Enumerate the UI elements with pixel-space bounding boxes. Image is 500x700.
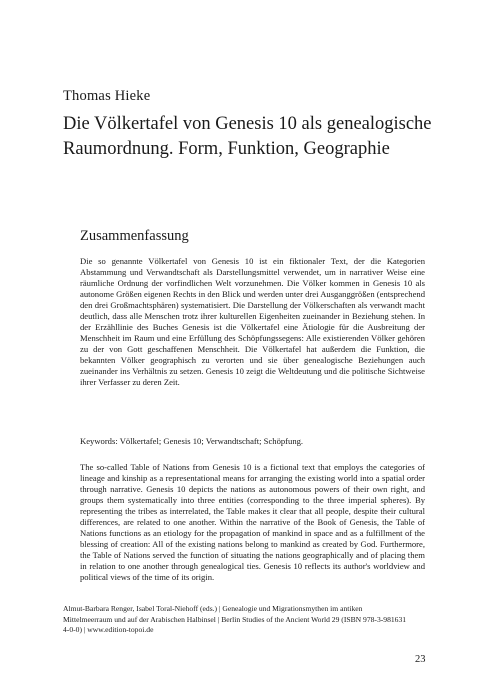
citation-footer: Almut-Barbara Renger, Isabel Toral-Niehoff (eds.) | Genealogie und Migrationsmythen im antiken Mittelmeerraum und auf der Arabischen Halbinsel | Berlin Studies of the Ancient World 29 (ISBN 978-3-981631 4-0-0) | www.edition-topoi.de xyxy=(63,604,407,634)
abstract-english: The so-called Table of Nations from Genesis 10 is a fictional text that employs the categories of lineage and kinship as a representational means for arranging the existing world into a spatial order through narrative. Genesis 10 depicts the nations as autonomous powers of their own right, and groups them systematically into three entities (corresponding to the three imperial spheres). By representing the tribes as interrelated, the Table makes it clear that all people, despite their cultural differences, are related to one another. Within the narrative of the Book of Genesis, the Table of Nations functions as an etiology for the propagation of mankind in space and as a fulfillment of the blessing of creation: All of the existing nations belong to mankind as created by God. Furthermore, the Table of Nations served the function of situating the nations geographically and of placing them in relation to one another through genealogical ties. Genesis 10 reflects its author's worldview and political views of the time of its origin. xyxy=(80,462,425,582)
page-number: 23 xyxy=(415,654,426,665)
article-title: Die Völkertafel von Genesis 10 als genealogische Raumordnung. Form, Funktion, Geographie xyxy=(63,114,432,159)
abstract-heading: Zusammenfassung xyxy=(80,228,189,244)
author-name: Thomas Hieke xyxy=(63,88,151,104)
keywords: Keywords: Völkertafel; Genesis 10; Verwandtschaft; Schöpfung. xyxy=(80,436,304,446)
abstract-german: Die so genannte Völkertafel von Genesis 10 ist ein fiktionaler Text, der die Kategorien Abstammung und Verwandtschaft als Darstellungsmittel verwendet, um in narrativer Weise eine räumliche Ordnung der vorfindlichen Welt vorzunehmen. Die Völker kommen in Genesis 10 als autonome Größen eigenen Rechts in den Blick und werden unter drei Ausganggrößen (entsprechend den drei Großmachtsphären) systematisiert. Die Darstellung der Völkerschaften als verwandt macht deutlich, dass alle Menschen trotz ihrer kulturellen Eigenheiten zueinander in Beziehung stehen. In der Erzähllinie des Buches Genesis ist die Völkertafel eine Ätiologie für die Ausbreitung der Menschheit im Raum und eine Erfüllung des Schöpfungssegens: Alle existierenden Völker gehören zu der von Gott geschaffenen Menschheit. Die Völkertafel hat außerdem die Funktion, die bekannten Völker geographisch zu verorten und sie über genealogische Beziehungen auch zueinander ins Verhältnis zu setzen. Genesis 10 zeigt die Weltdeutung und die politische Sichtweise ihrer Verfasser zu deren Zeit. xyxy=(80,256,425,387)
